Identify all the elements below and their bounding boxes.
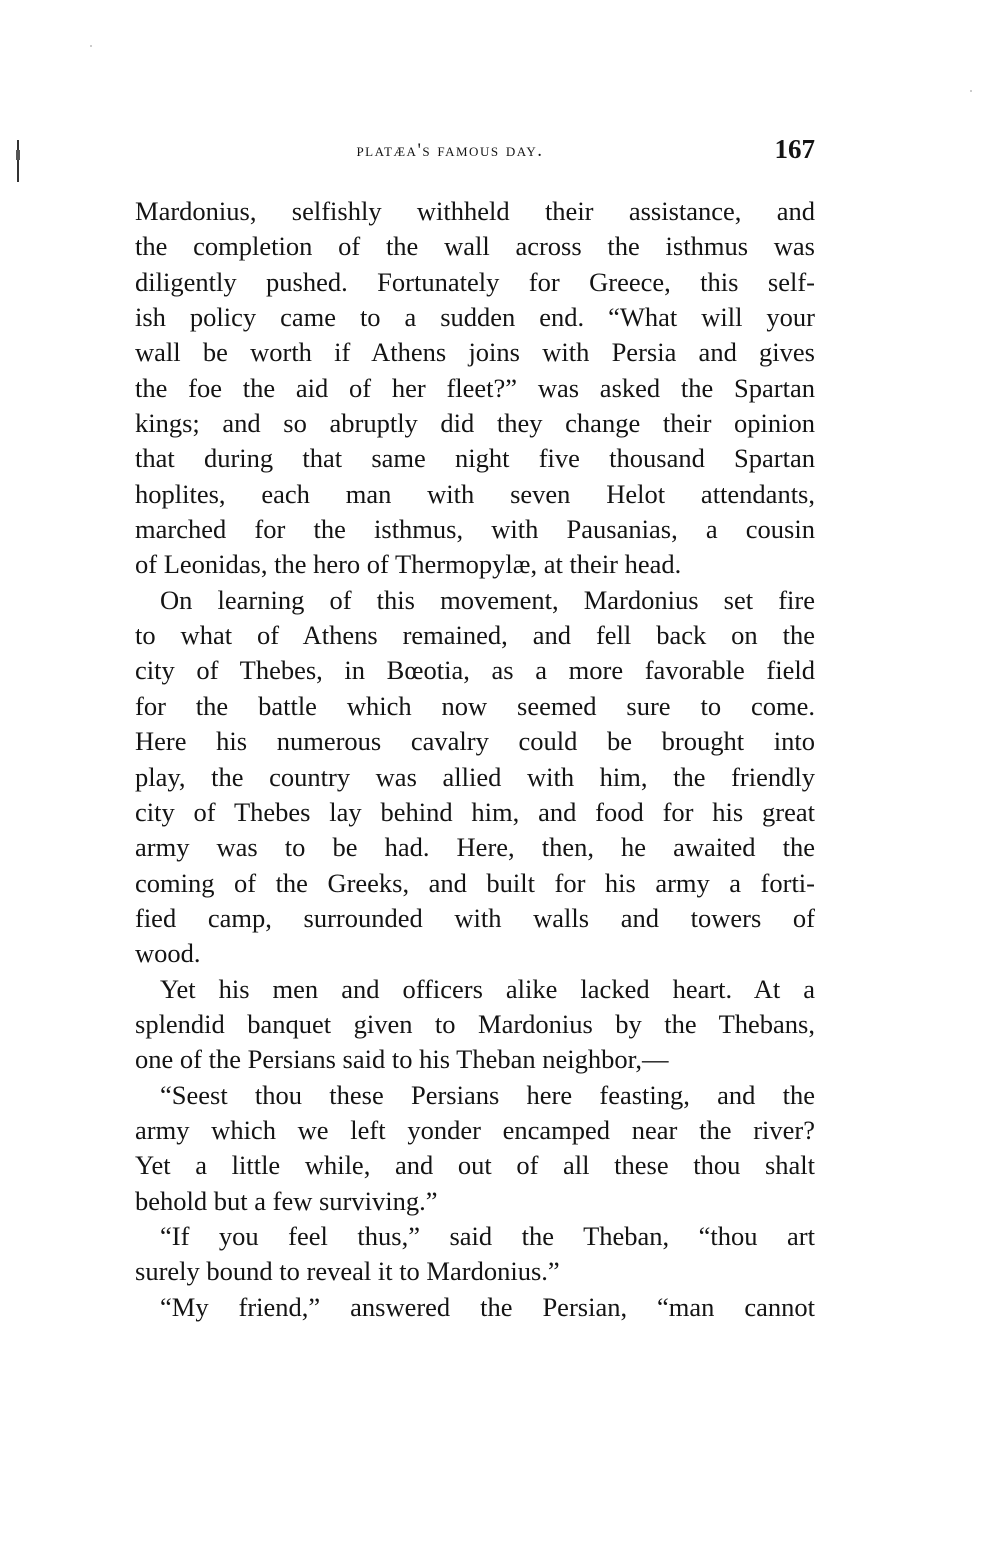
text-line: city of Thebes, in Bœotia, as a more favorable field <box>135 655 815 686</box>
text-line: “My friend,” answered the Persian, “man cannot <box>160 1291 815 1322</box>
text-line: coming of the Greeks, and built for his army a forti- <box>135 867 815 898</box>
text-line: marched for the isthmus, with Pausanias, a cousin <box>135 514 815 545</box>
text-line: On learning of this movement, Mardonius set fire <box>160 584 815 615</box>
text-line: that during that same night five thousand Spartan <box>135 443 815 474</box>
text-line: Yet his men and officers alike lacked heart. At a <box>160 973 815 1004</box>
text-line: surely bound to reveal it to Mardonius.” <box>135 1256 560 1287</box>
text-line: Yet a little while, and out of all these thou shalt <box>135 1150 815 1181</box>
text-line: to what of Athens remained, and fell back on the <box>135 620 815 651</box>
text-line: one of the Persians said to his Theban neighbor,— <box>135 1044 669 1075</box>
text-line: army was to be had. Here, then, he awaited the <box>135 832 815 863</box>
running-title: platæa's famous day. <box>356 140 544 161</box>
text-line: “Seest thou these Persians here feasting, and the <box>160 1079 815 1110</box>
text-line: Here his numerous cavalry could be brought into <box>135 726 815 757</box>
text-line: army which we left yonder encamped near the river? <box>135 1114 815 1145</box>
text-line: ish policy came to a sudden end. “What will your <box>135 302 815 333</box>
scan-edge-mark <box>16 150 20 160</box>
text-line: the foe the aid of her fleet?” was asked the Spartan <box>135 372 815 403</box>
text-line: behold but a few surviving.” <box>135 1185 438 1216</box>
scan-speck <box>90 45 92 47</box>
text-line: wood. <box>135 938 201 969</box>
scan-speck <box>970 90 972 92</box>
text-line: city of Thebes lay behind him, and food for his great <box>135 796 815 827</box>
text-line: the completion of the wall across the isthmus was <box>135 231 815 262</box>
text-line: of Leonidas, the hero of Thermopylæ, at their head. <box>135 549 682 580</box>
text-line: wall be worth if Athens joins with Persia and gives <box>135 337 815 368</box>
body-text <box>135 194 815 1325</box>
page-number: 167 <box>774 134 815 164</box>
text-line: Mardonius, selfishly withheld their assistance, and <box>135 196 815 226</box>
scan-edge-mark <box>17 140 19 182</box>
text-line: kings; and so abruptly did they change their opinion <box>135 408 815 439</box>
text-line: splendid banquet given to Mardonius by the Thebans, <box>135 1008 815 1039</box>
text-line: hoplites, each man with seven Helot attendants, <box>135 478 815 509</box>
running-head <box>135 134 815 170</box>
text-line: fied camp, surrounded with walls and towers of <box>135 902 815 933</box>
text-line: play, the country was allied with him, the friendly <box>135 761 815 792</box>
text-line: for the battle which now seemed sure to come. <box>135 690 815 721</box>
text-line: “If you feel thus,” said the Theban, “thou art <box>160 1220 815 1251</box>
text-line: diligently pushed. Fortunately for Greece, this self- <box>135 266 815 297</box>
